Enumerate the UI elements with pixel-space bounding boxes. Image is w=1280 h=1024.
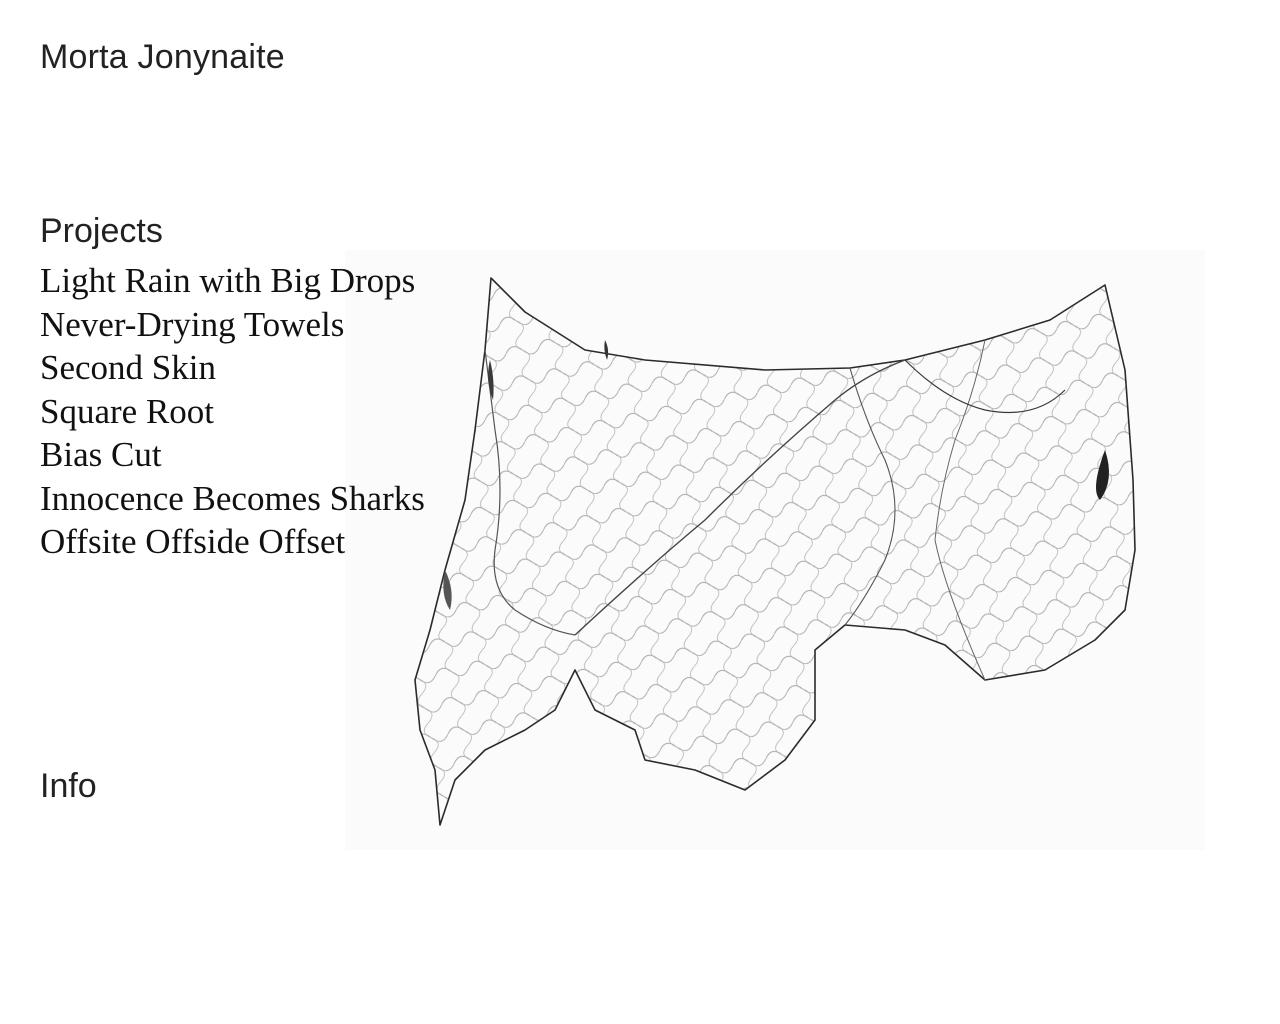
project-link-light-rain[interactable]: Light Rain with Big Drops	[40, 261, 416, 300]
project-list	[40, 259, 425, 564]
project-link-bias-cut[interactable]: Bias Cut	[40, 435, 162, 474]
net-drawing-image	[345, 250, 1205, 850]
projects-heading: Projects	[40, 212, 163, 250]
site-title[interactable]: Morta Jonynaite	[40, 38, 285, 76]
project-link-innocence-becomes-sharks[interactable]: Innocence Becomes Sharks	[40, 478, 425, 518]
project-link-second-skin[interactable]: Second Skin	[40, 348, 216, 387]
project-link-never-drying-towels[interactable]: Never-Drying Towels	[40, 304, 345, 344]
project-link-square-root[interactable]: Square Root	[40, 391, 215, 431]
info-link[interactable]: Info	[40, 767, 97, 805]
project-link-offsite-offside-offset[interactable]: Offsite Offside Offset	[40, 522, 346, 561]
artwork-image[interactable]	[345, 250, 1205, 850]
